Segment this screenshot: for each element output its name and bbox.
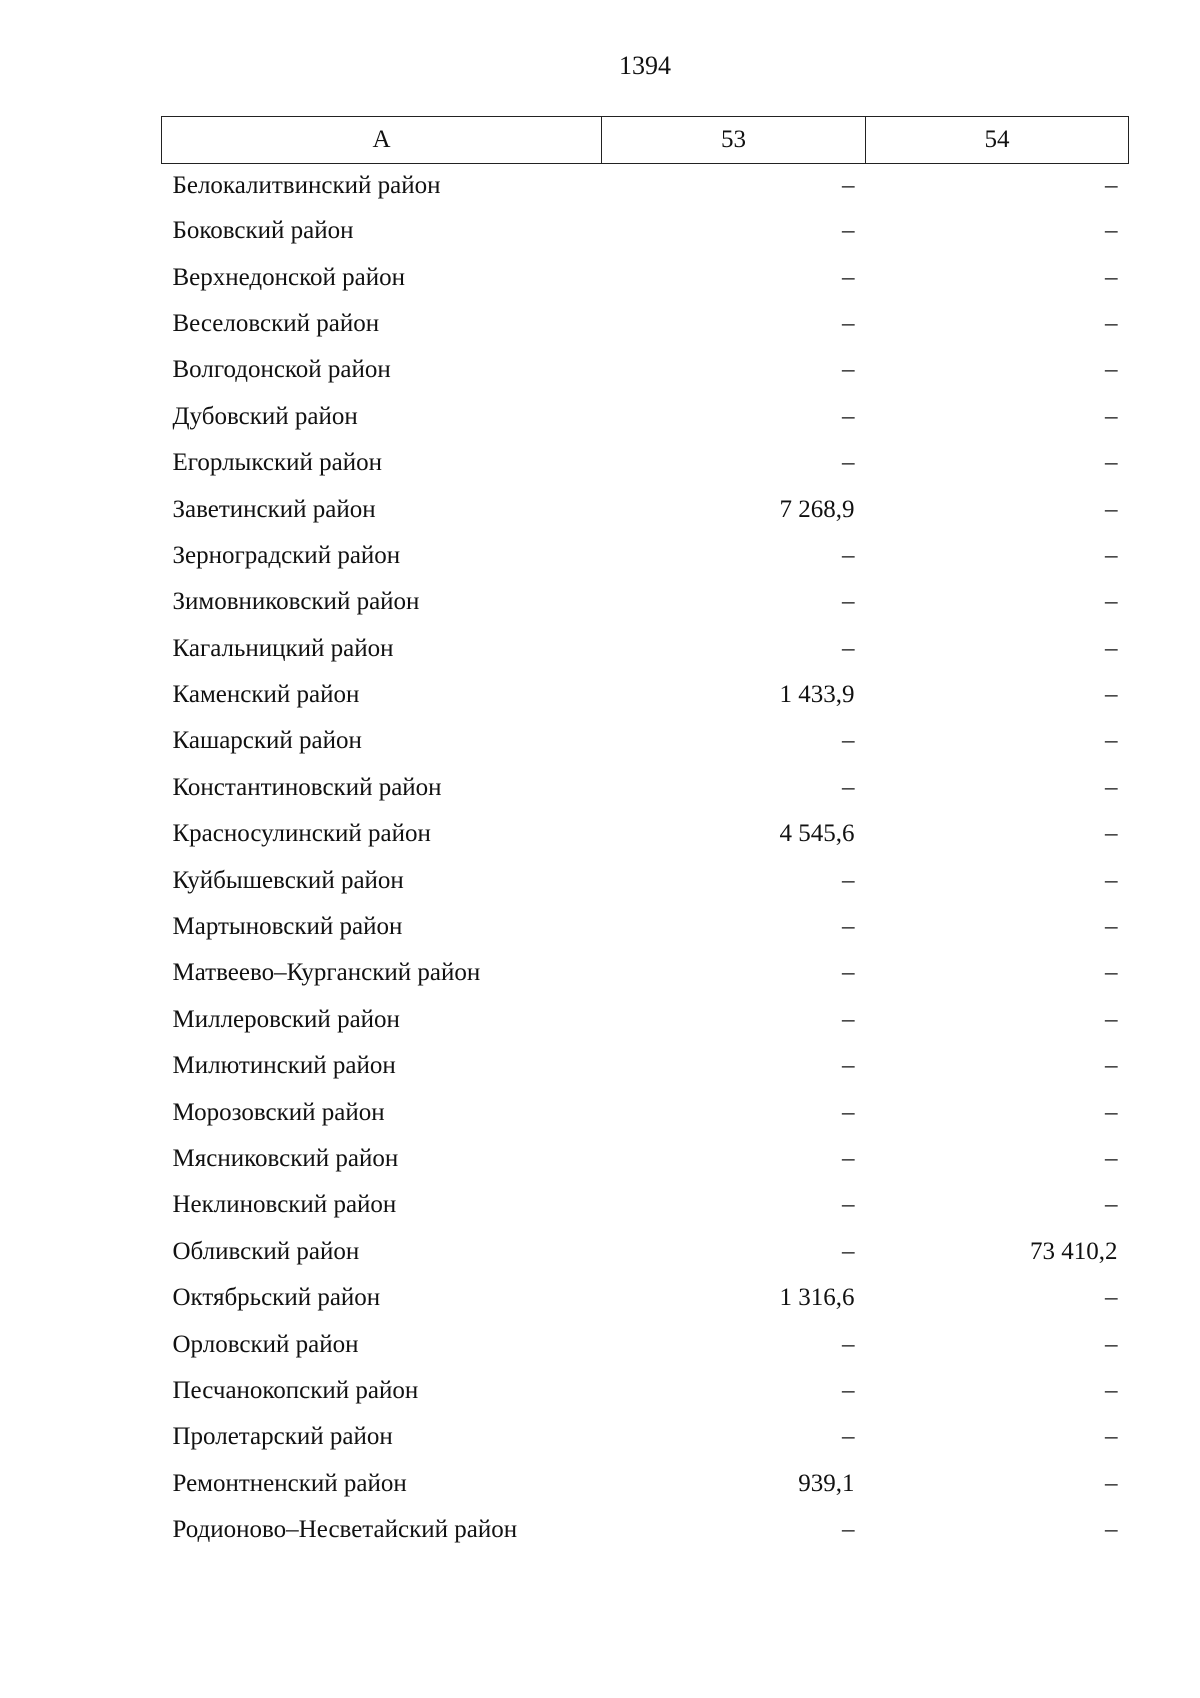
value-col-54: – bbox=[1105, 913, 1118, 941]
value-col-54: – bbox=[1105, 1423, 1118, 1451]
table-row bbox=[162, 672, 1129, 718]
district-name: Песчанокопский район bbox=[172, 1376, 419, 1404]
page-number: 1394 bbox=[619, 51, 671, 80]
value-col-53: – bbox=[842, 959, 855, 987]
district-name: Красносулинский район bbox=[172, 820, 431, 848]
value-col-54: – bbox=[1105, 1005, 1118, 1033]
table-row bbox=[162, 997, 1129, 1043]
district-name: Родионово–Несветайский район bbox=[172, 1516, 518, 1544]
table-row bbox=[162, 164, 1129, 209]
value-col-54: – bbox=[1105, 1191, 1118, 1219]
value-col-53: – bbox=[842, 1098, 855, 1126]
value-col-53: 1 316,6 bbox=[779, 1284, 855, 1312]
district-name: Боковский район bbox=[172, 217, 354, 245]
value-col-54: – bbox=[1105, 1284, 1118, 1312]
value-col-53: – bbox=[842, 1237, 855, 1265]
district-name: Октябрьский район bbox=[172, 1284, 381, 1312]
table-row bbox=[162, 1043, 1129, 1089]
district-name: Каменский район bbox=[172, 681, 360, 709]
district-name: Веселовский район bbox=[172, 309, 380, 337]
value-col-54: – bbox=[1105, 309, 1118, 337]
district-name: Зимовниковский район bbox=[172, 588, 420, 616]
value-col-54: – bbox=[1105, 588, 1118, 616]
value-col-54: – bbox=[1105, 1469, 1118, 1497]
table-row bbox=[162, 626, 1129, 672]
table-row bbox=[162, 904, 1129, 950]
value-col-54: – bbox=[1105, 263, 1118, 291]
value-col-53: – bbox=[842, 1516, 855, 1544]
value-col-54: – bbox=[1105, 172, 1118, 199]
value-col-54: – bbox=[1105, 495, 1118, 523]
value-col-54: 73 410,2 bbox=[1030, 1237, 1118, 1265]
district-name: Орловский район bbox=[172, 1330, 359, 1358]
table-row bbox=[162, 579, 1129, 625]
value-col-54: – bbox=[1105, 634, 1118, 662]
value-col-53: 4 545,6 bbox=[779, 820, 855, 848]
table-row bbox=[162, 1414, 1129, 1460]
district-name: Егорлыкский район bbox=[172, 449, 382, 477]
value-col-53: – bbox=[842, 541, 855, 569]
table-row bbox=[162, 486, 1129, 532]
table-row bbox=[162, 718, 1129, 764]
district-name: Морозовский район bbox=[172, 1098, 385, 1126]
table-row bbox=[162, 208, 1129, 254]
district-name: Белокалитвинский район bbox=[172, 172, 441, 199]
value-col-53: – bbox=[842, 1330, 855, 1358]
value-col-54: – bbox=[1105, 1516, 1118, 1544]
value-col-53: – bbox=[842, 172, 855, 199]
column-header-54: 54 bbox=[866, 117, 1129, 164]
value-col-53: – bbox=[842, 449, 855, 477]
value-col-53: – bbox=[842, 1191, 855, 1219]
table-row bbox=[162, 533, 1129, 579]
value-col-53: – bbox=[842, 588, 855, 616]
value-col-53: – bbox=[842, 773, 855, 801]
value-col-54: – bbox=[1105, 1052, 1118, 1080]
district-name: Неклиновский район bbox=[172, 1191, 397, 1219]
table-row bbox=[162, 254, 1129, 300]
value-col-54: – bbox=[1105, 1376, 1118, 1404]
value-col-54: – bbox=[1105, 866, 1118, 894]
table-row bbox=[162, 1368, 1129, 1414]
header-row bbox=[162, 117, 1129, 164]
column-header-a: А bbox=[162, 117, 602, 164]
value-col-54: – bbox=[1105, 541, 1118, 569]
district-name: Заветинский район bbox=[172, 495, 376, 523]
table-row bbox=[162, 1461, 1129, 1507]
table-row bbox=[162, 1229, 1129, 1275]
value-col-54: – bbox=[1105, 1330, 1118, 1358]
table-row bbox=[162, 440, 1129, 486]
value-col-53: – bbox=[842, 217, 855, 245]
district-name: Милютинский район bbox=[172, 1052, 396, 1080]
value-col-54: – bbox=[1105, 449, 1118, 477]
data-table bbox=[161, 116, 1129, 1553]
district-name: Ремонтненский район bbox=[172, 1469, 407, 1497]
value-col-53: – bbox=[842, 727, 855, 755]
district-name: Мясниковский район bbox=[172, 1145, 399, 1172]
district-name: Обливский район bbox=[172, 1237, 360, 1265]
district-name: Пролетарский район bbox=[172, 1423, 393, 1451]
value-col-54: – bbox=[1105, 681, 1118, 709]
value-col-54: – bbox=[1105, 773, 1118, 801]
value-col-53: – bbox=[842, 356, 855, 384]
value-col-53: – bbox=[842, 402, 855, 430]
value-col-53: 1 433,9 bbox=[779, 681, 855, 709]
district-name: Дубовский район bbox=[172, 402, 358, 430]
value-col-53: 7 268,9 bbox=[779, 495, 855, 523]
district-name: Кашарский район bbox=[172, 727, 362, 755]
table-row bbox=[162, 301, 1129, 347]
value-col-54: – bbox=[1105, 356, 1118, 384]
value-col-54: – bbox=[1105, 727, 1118, 755]
value-col-54: – bbox=[1105, 402, 1118, 430]
district-name: Кагальницкий район bbox=[172, 634, 394, 662]
district-name: Мартыновский район bbox=[172, 913, 403, 941]
table-row bbox=[162, 811, 1129, 857]
column-header-53: 53 bbox=[602, 117, 866, 164]
district-name: Волгодонской район bbox=[172, 356, 391, 384]
district-name: Верхнедонской район bbox=[172, 263, 405, 291]
table-row bbox=[162, 1507, 1129, 1553]
value-col-53: – bbox=[842, 309, 855, 337]
value-col-54: – bbox=[1105, 1098, 1118, 1126]
value-col-54: – bbox=[1105, 1145, 1118, 1172]
table-row bbox=[162, 950, 1129, 996]
table-row bbox=[162, 394, 1129, 440]
value-col-53: – bbox=[842, 1376, 855, 1404]
table-body bbox=[162, 164, 1129, 1554]
value-col-53: – bbox=[842, 1005, 855, 1033]
value-col-53: – bbox=[842, 1423, 855, 1451]
value-col-53: – bbox=[842, 1145, 855, 1172]
value-col-53: – bbox=[842, 866, 855, 894]
table-row bbox=[162, 347, 1129, 393]
table-row bbox=[162, 1321, 1129, 1367]
value-col-53: – bbox=[842, 913, 855, 941]
table-row bbox=[162, 1182, 1129, 1228]
table-row bbox=[162, 857, 1129, 903]
value-col-53: 939,1 bbox=[798, 1469, 855, 1497]
table-row bbox=[162, 1275, 1129, 1321]
table-row bbox=[162, 1136, 1129, 1182]
district-name: Матвеево–Курганский район bbox=[172, 959, 481, 987]
value-col-53: – bbox=[842, 1052, 855, 1080]
table-header bbox=[162, 117, 1129, 164]
value-col-54: – bbox=[1105, 217, 1118, 245]
value-col-53: – bbox=[842, 634, 855, 662]
district-name: Константиновский район bbox=[172, 773, 442, 801]
district-name: Зерноградский район bbox=[172, 541, 401, 569]
district-name: Миллеровский район bbox=[172, 1005, 400, 1033]
value-col-54: – bbox=[1105, 959, 1118, 987]
table-row bbox=[162, 1089, 1129, 1135]
value-col-54: – bbox=[1105, 820, 1118, 848]
value-col-53: – bbox=[842, 263, 855, 291]
table-row bbox=[162, 765, 1129, 811]
district-name: Куйбышевский район bbox=[172, 866, 404, 894]
